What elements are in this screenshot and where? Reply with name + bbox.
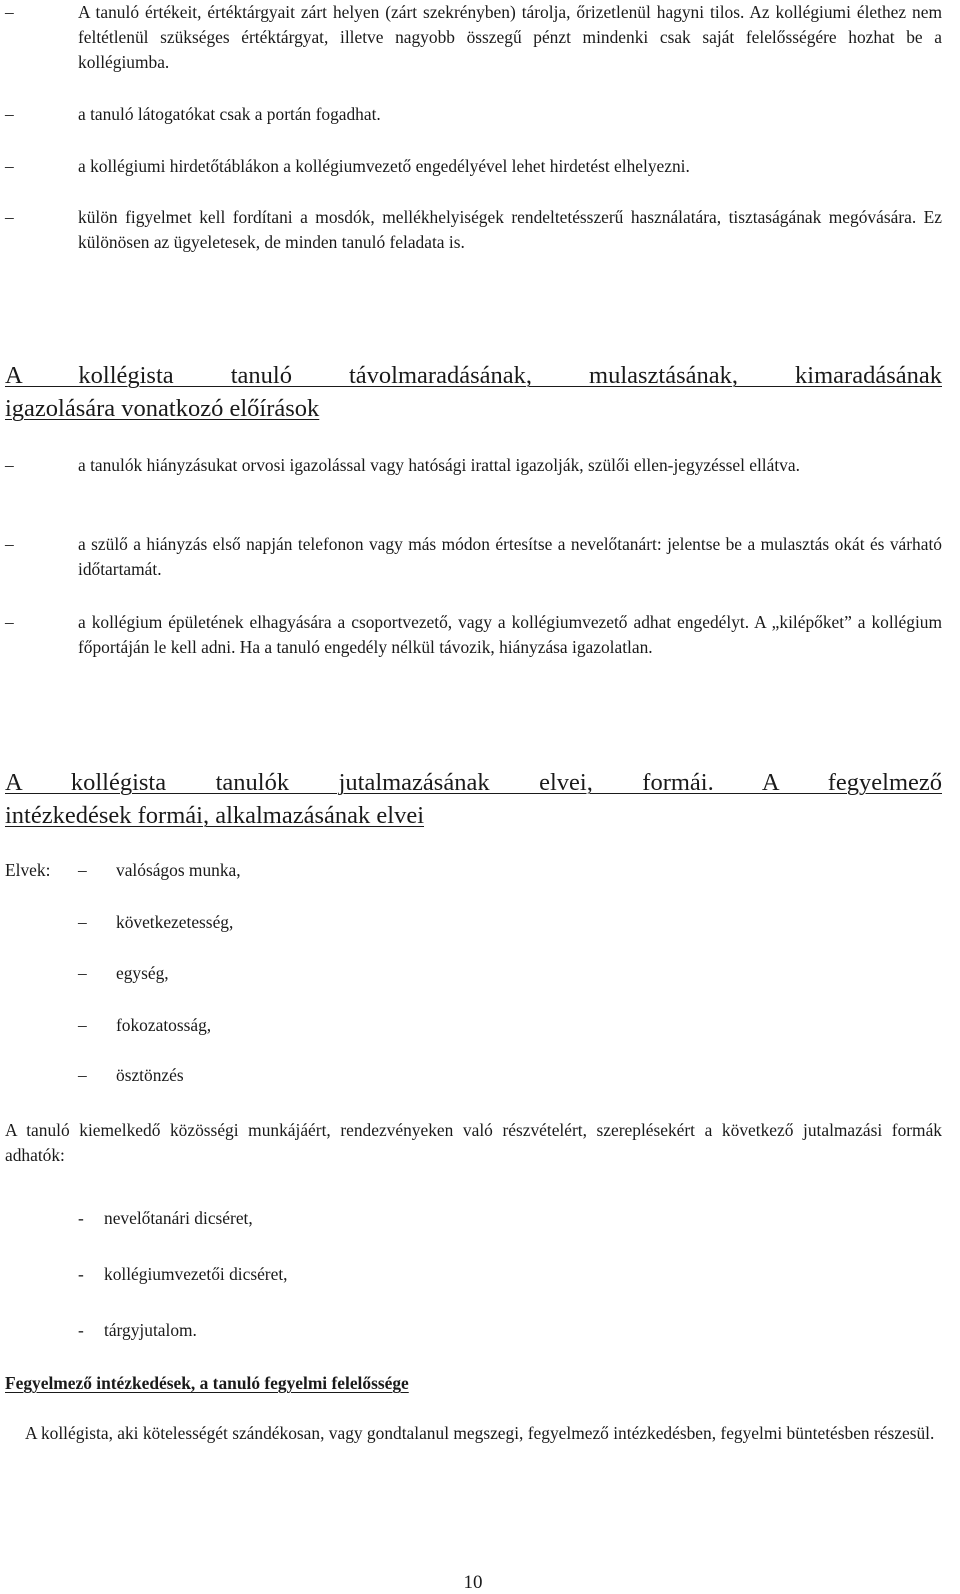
dash-bullet: – bbox=[5, 455, 14, 475]
section-heading-line: igazolására vonatkozó előírások bbox=[5, 395, 320, 422]
list-item-text: külön figyelmet kell fordítani a mosdók, mellékhelyiségek rendeltetésszerű használatára, tisztaságának megóvására. Ez különösen az ügyeletesek, de minden tanuló feladata is. bbox=[78, 207, 942, 252]
principle-dash: – bbox=[78, 1015, 87, 1035]
section-heading-line: A kollégista tanulók jutalmazásának elvei, formái. A fegyelmező bbox=[5, 769, 942, 796]
principle-dash: – bbox=[78, 963, 87, 983]
reward-intro: A tanuló kiemelkedő közösségi munkájáért, rendezvényeken való részvételért, szereplésekért a következő jutalmazási formák adhatók: bbox=[5, 1120, 942, 1165]
section-heading bbox=[5, 393, 942, 425]
principle-dash: – bbox=[78, 1065, 87, 1085]
list-item bbox=[5, 0, 942, 75]
list-item-text: a tanulók hiányzásukat orvosi igazolással vagy hatósági irattal igazolják, szülői ellen-jegyzéssel ellátva. bbox=[78, 455, 800, 475]
principle-dash: – bbox=[78, 860, 87, 880]
section-heading bbox=[5, 767, 942, 799]
sub-heading: Fegyelmező intézkedések, a tanuló fegyelmi felelőssége bbox=[5, 1373, 409, 1393]
reward-dash: - bbox=[78, 1320, 84, 1340]
principles-label: Elvek: bbox=[5, 860, 51, 880]
list-item-text: a kollégium épületének elhagyására a csoportvezető, vagy a kollégiumvezető adhat engedélyt. A „kilépőket” a kollégium főportáján le kell adni. Ha a tanuló engedély nélkül távozik, hiányzása igazolatlan. bbox=[78, 612, 942, 657]
reward-dash: - bbox=[78, 1208, 84, 1228]
dash-bullet: – bbox=[5, 156, 14, 176]
paragraph: A kollégista, aki kötelességét szándékosan, vagy gondtalanul megszegi, fegyelmező intézkedésben, fegyelmi büntetésben részesül. bbox=[25, 1423, 935, 1443]
page-number: 10 bbox=[463, 1572, 483, 1593]
list-item-text: a tanuló látogatókat csak a portán fogadhat. bbox=[78, 104, 381, 124]
list-item-text: A tanuló értékeit, értéktárgyait zárt helyen (zárt szekrényben) tárolja, őrizetlenül hagyni tilos. Az kollégiumi élethez nem feltétlenül szükséges értéktárgyat, illetve nagyobb összegű pénzt mindenki csak saját felelősségére hozhat be a kollégiumba. bbox=[78, 2, 942, 72]
reward-dash: - bbox=[78, 1264, 84, 1284]
dash-bullet: – bbox=[5, 612, 14, 632]
principle-text: következetesség, bbox=[116, 912, 234, 932]
section-heading-line: intézkedések formái, alkalmazásának elvei bbox=[5, 802, 425, 829]
reward-text: nevelőtanári dicséret, bbox=[104, 1208, 253, 1228]
section-heading bbox=[5, 800, 942, 832]
reward-text: tárgyjutalom. bbox=[104, 1320, 197, 1340]
principle-text: egység, bbox=[116, 963, 169, 983]
principle-text: valóságos munka, bbox=[116, 860, 241, 880]
list-item-text: a szülő a hiányzás első napján telefonon vagy más módon értesítse a nevelőtanárt: jelentse be a mulasztás okát és várható időtartamát. bbox=[78, 534, 942, 579]
reward-text: kollégiumvezetői dicséret, bbox=[104, 1264, 288, 1284]
dash-bullet: – bbox=[5, 104, 14, 124]
principle-dash: – bbox=[78, 912, 87, 932]
dash-bullet: – bbox=[5, 2, 14, 22]
section-heading-line: A kollégista tanuló távolmaradásának, mulasztásának, kimaradásának bbox=[5, 362, 942, 389]
section-heading bbox=[5, 360, 942, 392]
principle-text: ösztönzés bbox=[116, 1065, 184, 1085]
dash-bullet: – bbox=[5, 207, 14, 227]
dash-bullet: – bbox=[5, 534, 14, 554]
principle-text: fokozatosság, bbox=[116, 1015, 212, 1035]
list-item-text: a kollégiumi hirdetőtáblákon a kollégiumvezető engedélyével lehet hirdetést elhelyezni. bbox=[78, 156, 690, 176]
